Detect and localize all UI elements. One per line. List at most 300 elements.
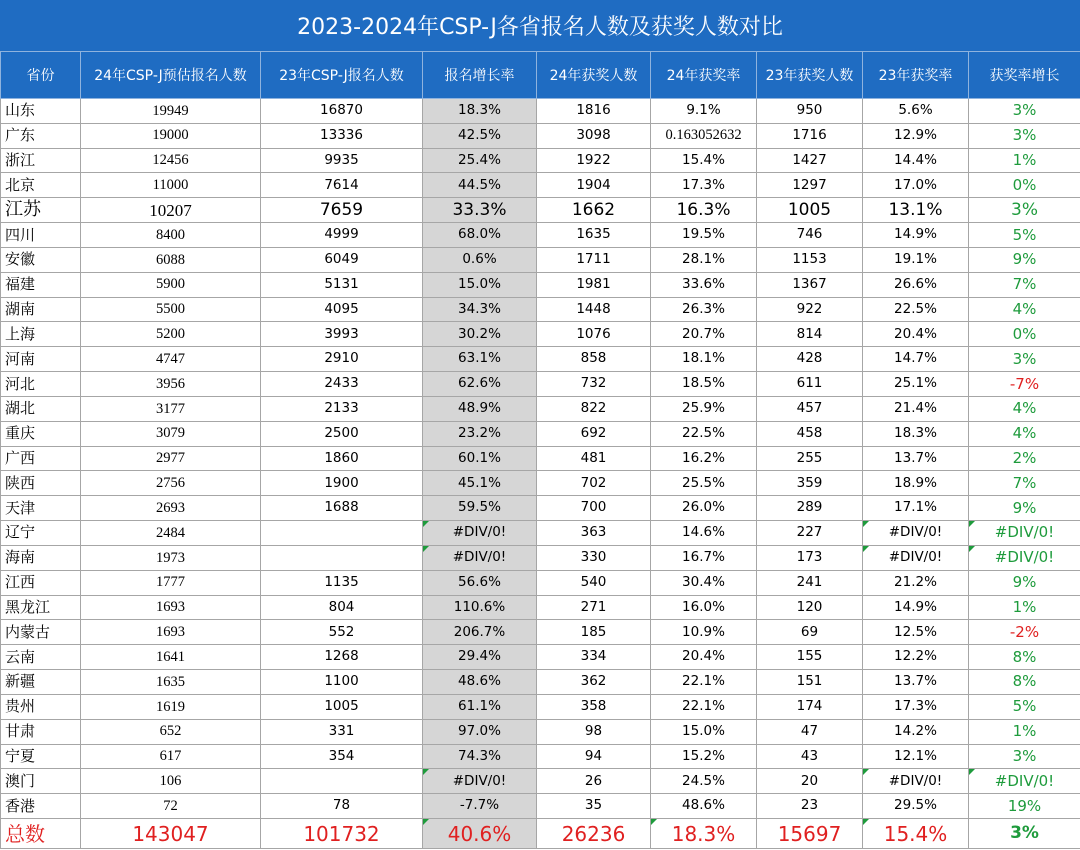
- cell-province[interactable]: 北京: [1, 173, 81, 198]
- cell-registrants-23[interactable]: 6049: [261, 247, 423, 272]
- cell-registration-growth[interactable]: 97.0%: [423, 719, 537, 744]
- cell-registrants-24[interactable]: 3956: [81, 372, 261, 397]
- cell-registration-growth[interactable]: 25.4%: [423, 148, 537, 173]
- cell-registrants-23[interactable]: 13336: [261, 123, 423, 148]
- cell-award-rate-growth[interactable]: 3%: [969, 819, 1080, 849]
- cell-award-rate-23[interactable]: 12.5%: [863, 620, 969, 645]
- cell-award-rate-24[interactable]: 33.6%: [651, 272, 757, 297]
- cell-registration-growth[interactable]: 29.4%: [423, 645, 537, 670]
- cell-province[interactable]: 浙江: [1, 148, 81, 173]
- cell-award-rate-24[interactable]: 22.1%: [651, 670, 757, 695]
- cell-award-rate-24[interactable]: 16.7%: [651, 545, 757, 570]
- cell-winners-23[interactable]: 1297: [757, 173, 863, 198]
- cell-winners-24[interactable]: 334: [537, 645, 651, 670]
- cell-award-rate-23[interactable]: 25.1%: [863, 372, 969, 397]
- cell-registrants-23[interactable]: 804: [261, 595, 423, 620]
- header-award-rate-growth[interactable]: 获奖率增长: [969, 52, 1080, 99]
- header-23-winners[interactable]: 23年获奖人数: [757, 52, 863, 99]
- cell-registrants-23[interactable]: 2133: [261, 396, 423, 421]
- table-row: [1, 99, 1080, 124]
- cell-award-rate-23[interactable]: 12.9%: [863, 123, 969, 148]
- cell-province[interactable]: 宁夏: [1, 744, 81, 769]
- cell-winners-24[interactable]: 822: [537, 396, 651, 421]
- cell-registrants-23[interactable]: [261, 545, 423, 570]
- cell-award-rate-24[interactable]: 16.2%: [651, 446, 757, 471]
- table-row: [1, 372, 1080, 397]
- cell-registrants-23[interactable]: 552: [261, 620, 423, 645]
- cell-award-rate-23[interactable]: 14.9%: [863, 223, 969, 248]
- cell-registrants-24[interactable]: 1693: [81, 595, 261, 620]
- cell-registrants-24[interactable]: 5900: [81, 272, 261, 297]
- cell-award-rate-growth[interactable]: #DIV/0!: [969, 545, 1080, 570]
- cell-award-rate-23[interactable]: 13.7%: [863, 446, 969, 471]
- cell-award-rate-23[interactable]: 12.1%: [863, 744, 969, 769]
- cell-award-rate-growth[interactable]: 9%: [969, 247, 1080, 272]
- cell-province[interactable]: 广东: [1, 123, 81, 148]
- cell-winners-24[interactable]: 702: [537, 471, 651, 496]
- table-row: [1, 521, 1080, 546]
- table-row: [1, 297, 1080, 322]
- cell-award-rate-23[interactable]: 13.1%: [863, 198, 969, 223]
- cell-registrants-23[interactable]: 1005: [261, 694, 423, 719]
- cell-award-rate-24[interactable]: 18.3%: [651, 819, 757, 849]
- header-24-award-rate[interactable]: 24年获奖率: [651, 52, 757, 99]
- cell-province[interactable]: 甘肃: [1, 719, 81, 744]
- cell-winners-24[interactable]: 481: [537, 446, 651, 471]
- cell-province[interactable]: 江西: [1, 570, 81, 595]
- cell-registration-growth[interactable]: 40.6%: [423, 819, 537, 849]
- cell-winners-24[interactable]: 1635: [537, 223, 651, 248]
- table-row: [1, 446, 1080, 471]
- cell-registration-growth[interactable]: 33.3%: [423, 198, 537, 223]
- cell-winners-24[interactable]: 1448: [537, 297, 651, 322]
- cell-winners-23[interactable]: 814: [757, 322, 863, 347]
- cell-award-rate-23[interactable]: 18.3%: [863, 421, 969, 446]
- cell-winners-24[interactable]: 98: [537, 719, 651, 744]
- cell-award-rate-24[interactable]: 15.0%: [651, 719, 757, 744]
- cell-award-rate-23[interactable]: 20.4%: [863, 322, 969, 347]
- table-row: [1, 645, 1080, 670]
- cell-registrants-23[interactable]: 1100: [261, 670, 423, 695]
- cell-winners-23[interactable]: 428: [757, 347, 863, 372]
- cell-registration-growth[interactable]: 68.0%: [423, 223, 537, 248]
- cell-award-rate-growth[interactable]: 4%: [969, 297, 1080, 322]
- cell-award-rate-23[interactable]: 15.4%: [863, 819, 969, 849]
- cell-award-rate-growth[interactable]: 1%: [969, 719, 1080, 744]
- cell-province[interactable]: 贵州: [1, 694, 81, 719]
- cell-registrants-24[interactable]: 617: [81, 744, 261, 769]
- cell-province[interactable]: 江苏: [1, 198, 81, 223]
- cell-winners-24[interactable]: 700: [537, 496, 651, 521]
- cell-award-rate-growth[interactable]: 0%: [969, 173, 1080, 198]
- cell-registrants-24[interactable]: 2977: [81, 446, 261, 471]
- cell-registrants-24[interactable]: 2756: [81, 471, 261, 496]
- cell-award-rate-growth[interactable]: 3%: [969, 347, 1080, 372]
- cell-winners-24[interactable]: 540: [537, 570, 651, 595]
- table-row: [1, 570, 1080, 595]
- cell-award-rate-24[interactable]: 19.5%: [651, 223, 757, 248]
- header-23-registrants[interactable]: 23年CSP-J报名人数: [261, 52, 423, 99]
- cell-registrants-24[interactable]: 3177: [81, 396, 261, 421]
- cell-registrants-24[interactable]: 12456: [81, 148, 261, 173]
- cell-winners-23[interactable]: 227: [757, 521, 863, 546]
- cell-province[interactable]: 河南: [1, 347, 81, 372]
- cell-winners-23[interactable]: 457: [757, 396, 863, 421]
- cell-winners-23[interactable]: 151: [757, 670, 863, 695]
- cell-registrants-23[interactable]: 9935: [261, 148, 423, 173]
- cell-province[interactable]: 四川: [1, 223, 81, 248]
- cell-award-rate-24[interactable]: 20.7%: [651, 322, 757, 347]
- cell-winners-24[interactable]: 330: [537, 545, 651, 570]
- cell-registrants-24[interactable]: 11000: [81, 173, 261, 198]
- header-registration-growth[interactable]: 报名增长率: [423, 52, 537, 99]
- cell-award-rate-23[interactable]: 14.2%: [863, 719, 969, 744]
- cell-award-rate-23[interactable]: 14.7%: [863, 347, 969, 372]
- cell-award-rate-growth[interactable]: #DIV/0!: [969, 521, 1080, 546]
- cell-award-rate-growth[interactable]: 3%: [969, 198, 1080, 223]
- cell-registrants-24[interactable]: 72: [81, 794, 261, 819]
- cell-registrants-23[interactable]: 5131: [261, 272, 423, 297]
- cell-award-rate-23[interactable]: 5.6%: [863, 99, 969, 124]
- cell-winners-24[interactable]: 692: [537, 421, 651, 446]
- cell-winners-24[interactable]: 35: [537, 794, 651, 819]
- cell-award-rate-24[interactable]: 10.9%: [651, 620, 757, 645]
- cell-winners-23[interactable]: 746: [757, 223, 863, 248]
- cell-winners-24[interactable]: 732: [537, 372, 651, 397]
- cell-registration-growth[interactable]: #DIV/0!: [423, 545, 537, 570]
- cell-registration-growth[interactable]: 74.3%: [423, 744, 537, 769]
- cell-winners-24[interactable]: 363: [537, 521, 651, 546]
- table-row: [1, 471, 1080, 496]
- cell-award-rate-23[interactable]: 12.2%: [863, 645, 969, 670]
- cell-registration-growth[interactable]: 48.6%: [423, 670, 537, 695]
- cell-award-rate-23[interactable]: 19.1%: [863, 247, 969, 272]
- cell-province[interactable]: 内蒙古: [1, 620, 81, 645]
- cell-winners-24[interactable]: 271: [537, 595, 651, 620]
- cell-award-rate-24[interactable]: 17.3%: [651, 173, 757, 198]
- cell-award-rate-growth[interactable]: 0%: [969, 322, 1080, 347]
- header-23-award-rate[interactable]: 23年获奖率: [863, 52, 969, 99]
- cell-registrants-24[interactable]: 1973: [81, 545, 261, 570]
- cell-province[interactable]: 澳门: [1, 769, 81, 794]
- cell-registrants-23[interactable]: 2910: [261, 347, 423, 372]
- cell-winners-23[interactable]: 922: [757, 297, 863, 322]
- cell-registrants-24[interactable]: 5500: [81, 297, 261, 322]
- cell-registrants-23[interactable]: 2433: [261, 372, 423, 397]
- cell-registration-growth[interactable]: 61.1%: [423, 694, 537, 719]
- cell-winners-23[interactable]: 1367: [757, 272, 863, 297]
- cell-registrants-23[interactable]: 4095: [261, 297, 423, 322]
- cell-registrants-24[interactable]: 2484: [81, 521, 261, 546]
- cell-winners-23[interactable]: 173: [757, 545, 863, 570]
- cell-award-rate-23[interactable]: 13.7%: [863, 670, 969, 695]
- cell-award-rate-23[interactable]: 17.3%: [863, 694, 969, 719]
- cell-winners-24[interactable]: 358: [537, 694, 651, 719]
- cell-registration-growth[interactable]: 34.3%: [423, 297, 537, 322]
- cell-winners-24[interactable]: 1904: [537, 173, 651, 198]
- cell-province[interactable]: 上海: [1, 322, 81, 347]
- table-row: [1, 173, 1080, 198]
- cell-registration-growth[interactable]: 0.6%: [423, 247, 537, 272]
- cell-registration-growth[interactable]: 23.2%: [423, 421, 537, 446]
- cell-province[interactable]: 陕西: [1, 471, 81, 496]
- header-24-registrants[interactable]: 24年CSP-J预估报名人数: [81, 52, 261, 99]
- cell-award-rate-24[interactable]: 15.4%: [651, 148, 757, 173]
- cell-award-rate-growth[interactable]: 7%: [969, 272, 1080, 297]
- header-24-winners[interactable]: 24年获奖人数: [537, 52, 651, 99]
- cell-registration-growth[interactable]: 18.3%: [423, 99, 537, 124]
- cell-winners-24[interactable]: 26236: [537, 819, 651, 849]
- cell-registrants-23[interactable]: [261, 769, 423, 794]
- table-row: [1, 396, 1080, 421]
- cell-winners-23[interactable]: 15697: [757, 819, 863, 849]
- cell-registrants-24[interactable]: 1641: [81, 645, 261, 670]
- cell-winners-23[interactable]: 155: [757, 645, 863, 670]
- cell-registrants-24[interactable]: 19949: [81, 99, 261, 124]
- cell-award-rate-23[interactable]: 26.6%: [863, 272, 969, 297]
- cell-province[interactable]: 河北: [1, 372, 81, 397]
- cell-registrants-24[interactable]: 2693: [81, 496, 261, 521]
- cell-award-rate-growth[interactable]: 3%: [969, 99, 1080, 124]
- cell-winners-23[interactable]: 255: [757, 446, 863, 471]
- cell-registration-growth[interactable]: #DIV/0!: [423, 521, 537, 546]
- cell-registrants-23[interactable]: 4999: [261, 223, 423, 248]
- cell-award-rate-growth[interactable]: 4%: [969, 421, 1080, 446]
- cell-registrants-24[interactable]: 1693: [81, 620, 261, 645]
- cell-winners-23[interactable]: 1427: [757, 148, 863, 173]
- cell-winners-23[interactable]: 1716: [757, 123, 863, 148]
- cell-registrants-24[interactable]: 6088: [81, 247, 261, 272]
- cell-registration-growth[interactable]: 48.9%: [423, 396, 537, 421]
- cell-winners-23[interactable]: 1153: [757, 247, 863, 272]
- cell-award-rate-23[interactable]: 21.2%: [863, 570, 969, 595]
- cell-registrants-23[interactable]: 1900: [261, 471, 423, 496]
- table-row: [1, 198, 1080, 223]
- cell-registration-growth[interactable]: 44.5%: [423, 173, 537, 198]
- cell-award-rate-23[interactable]: #DIV/0!: [863, 545, 969, 570]
- cell-registration-growth[interactable]: 59.5%: [423, 496, 537, 521]
- cell-registrants-24[interactable]: 143047: [81, 819, 261, 849]
- cell-winners-24[interactable]: 1076: [537, 322, 651, 347]
- cell-province[interactable]: 湖北: [1, 396, 81, 421]
- cell-winners-24[interactable]: 1922: [537, 148, 651, 173]
- cell-province[interactable]: 广西: [1, 446, 81, 471]
- cell-registration-growth[interactable]: 60.1%: [423, 446, 537, 471]
- cell-province[interactable]: 海南: [1, 545, 81, 570]
- cell-province[interactable]: 新疆: [1, 670, 81, 695]
- cell-registrants-23[interactable]: 1860: [261, 446, 423, 471]
- cell-winners-23[interactable]: 950: [757, 99, 863, 124]
- cell-winners-23[interactable]: 1005: [757, 198, 863, 223]
- cell-winners-23[interactable]: 458: [757, 421, 863, 446]
- cell-award-rate-24[interactable]: 16.3%: [651, 198, 757, 223]
- cell-province[interactable]: 辽宁: [1, 521, 81, 546]
- table-row: [1, 595, 1080, 620]
- cell-award-rate-growth[interactable]: 1%: [969, 595, 1080, 620]
- cell-award-rate-24[interactable]: 18.1%: [651, 347, 757, 372]
- cell-award-rate-growth[interactable]: 8%: [969, 645, 1080, 670]
- cell-registrants-24[interactable]: 4747: [81, 347, 261, 372]
- cell-registrants-24[interactable]: 19000: [81, 123, 261, 148]
- cell-award-rate-growth[interactable]: #DIV/0!: [969, 769, 1080, 794]
- cell-winners-24[interactable]: 858: [537, 347, 651, 372]
- cell-winners-24[interactable]: 185: [537, 620, 651, 645]
- cell-winners-23[interactable]: 359: [757, 471, 863, 496]
- cell-winners-24[interactable]: 26: [537, 769, 651, 794]
- cell-registrants-24[interactable]: 5200: [81, 322, 261, 347]
- cell-award-rate-24[interactable]: 26.3%: [651, 297, 757, 322]
- cell-registrants-23[interactable]: 1135: [261, 570, 423, 595]
- cell-award-rate-23[interactable]: 14.4%: [863, 148, 969, 173]
- cell-award-rate-23[interactable]: #DIV/0!: [863, 769, 969, 794]
- cell-winners-23[interactable]: 20: [757, 769, 863, 794]
- cell-award-rate-growth[interactable]: 7%: [969, 471, 1080, 496]
- cell-registration-growth[interactable]: 15.0%: [423, 272, 537, 297]
- cell-winners-23[interactable]: 69: [757, 620, 863, 645]
- table-row: [1, 247, 1080, 272]
- cell-registrants-23[interactable]: [261, 521, 423, 546]
- cell-award-rate-24[interactable]: 15.2%: [651, 744, 757, 769]
- cell-award-rate-growth[interactable]: 2%: [969, 446, 1080, 471]
- cell-winners-24[interactable]: 362: [537, 670, 651, 695]
- table-row: [1, 545, 1080, 570]
- cell-registration-growth[interactable]: 30.2%: [423, 322, 537, 347]
- cell-award-rate-24[interactable]: 18.5%: [651, 372, 757, 397]
- cell-province[interactable]: 山东: [1, 99, 81, 124]
- cell-registrants-24[interactable]: 1619: [81, 694, 261, 719]
- cell-award-rate-growth[interactable]: 4%: [969, 396, 1080, 421]
- header-row: [1, 52, 1080, 99]
- cell-registration-growth[interactable]: 110.6%: [423, 595, 537, 620]
- cell-province[interactable]: 云南: [1, 645, 81, 670]
- cell-award-rate-growth[interactable]: 1%: [969, 148, 1080, 173]
- cell-registrants-23[interactable]: 7659: [261, 198, 423, 223]
- cell-winners-24[interactable]: 94: [537, 744, 651, 769]
- cell-registrants-23[interactable]: 331: [261, 719, 423, 744]
- cell-award-rate-growth[interactable]: 8%: [969, 670, 1080, 695]
- table-row: [1, 272, 1080, 297]
- cell-award-rate-24[interactable]: 22.1%: [651, 694, 757, 719]
- cell-registrants-24[interactable]: 1635: [81, 670, 261, 695]
- cell-award-rate-growth[interactable]: 19%: [969, 794, 1080, 819]
- cell-winners-24[interactable]: 1816: [537, 99, 651, 124]
- cell-province[interactable]: 香港: [1, 794, 81, 819]
- cell-registrants-23[interactable]: 16870: [261, 99, 423, 124]
- cell-winners-24[interactable]: 3098: [537, 123, 651, 148]
- cell-award-rate-24[interactable]: 9.1%: [651, 99, 757, 124]
- cell-award-rate-growth[interactable]: 5%: [969, 694, 1080, 719]
- cell-award-rate-24[interactable]: 14.6%: [651, 521, 757, 546]
- cell-award-rate-growth[interactable]: 3%: [969, 744, 1080, 769]
- cell-award-rate-24[interactable]: 16.0%: [651, 595, 757, 620]
- cell-province[interactable]: 福建: [1, 272, 81, 297]
- cell-registrants-23[interactable]: 1268: [261, 645, 423, 670]
- cell-award-rate-23[interactable]: 18.9%: [863, 471, 969, 496]
- cell-province[interactable]: 安徽: [1, 247, 81, 272]
- cell-award-rate-24[interactable]: 26.0%: [651, 496, 757, 521]
- cell-registration-growth[interactable]: 63.1%: [423, 347, 537, 372]
- cell-registration-growth[interactable]: 56.6%: [423, 570, 537, 595]
- cell-award-rate-growth[interactable]: 9%: [969, 496, 1080, 521]
- cell-winners-24[interactable]: 1981: [537, 272, 651, 297]
- cell-province[interactable]: 总数: [1, 819, 81, 849]
- cell-registration-growth[interactable]: 42.5%: [423, 123, 537, 148]
- cell-registrants-23[interactable]: 101732: [261, 819, 423, 849]
- cell-registrants-23[interactable]: 78: [261, 794, 423, 819]
- cell-winners-23[interactable]: 611: [757, 372, 863, 397]
- cell-award-rate-24[interactable]: 25.5%: [651, 471, 757, 496]
- cell-registrants-24[interactable]: 106: [81, 769, 261, 794]
- cell-award-rate-24[interactable]: 20.4%: [651, 645, 757, 670]
- cell-award-rate-growth[interactable]: 3%: [969, 123, 1080, 148]
- cell-award-rate-growth[interactable]: -7%: [969, 372, 1080, 397]
- cell-award-rate-growth[interactable]: 9%: [969, 570, 1080, 595]
- cell-award-rate-23[interactable]: 22.5%: [863, 297, 969, 322]
- cell-award-rate-23[interactable]: 21.4%: [863, 396, 969, 421]
- cell-award-rate-24[interactable]: 0.163052632: [651, 123, 757, 148]
- cell-registrants-24[interactable]: 652: [81, 719, 261, 744]
- cell-registrants-23[interactable]: 2500: [261, 421, 423, 446]
- cell-registration-growth[interactable]: #DIV/0!: [423, 769, 537, 794]
- cell-registrants-23[interactable]: 354: [261, 744, 423, 769]
- cell-registration-growth[interactable]: -7.7%: [423, 794, 537, 819]
- cell-award-rate-24[interactable]: 22.5%: [651, 421, 757, 446]
- cell-registrants-23[interactable]: 1688: [261, 496, 423, 521]
- cell-winners-23[interactable]: 120: [757, 595, 863, 620]
- cell-award-rate-23[interactable]: 29.5%: [863, 794, 969, 819]
- table-row: [1, 421, 1080, 446]
- cell-award-rate-23[interactable]: 14.9%: [863, 595, 969, 620]
- header-province[interactable]: 省份: [1, 52, 81, 99]
- cell-winners-23[interactable]: 174: [757, 694, 863, 719]
- table-row: [1, 744, 1080, 769]
- cell-winners-23[interactable]: 23: [757, 794, 863, 819]
- cell-award-rate-growth[interactable]: -2%: [969, 620, 1080, 645]
- cell-award-rate-23[interactable]: 17.1%: [863, 496, 969, 521]
- cell-award-rate-24[interactable]: 24.5%: [651, 769, 757, 794]
- cell-award-rate-24[interactable]: 30.4%: [651, 570, 757, 595]
- cell-award-rate-24[interactable]: 25.9%: [651, 396, 757, 421]
- cell-winners-23[interactable]: 43: [757, 744, 863, 769]
- cell-award-rate-growth[interactable]: 5%: [969, 223, 1080, 248]
- cell-registrants-24[interactable]: 8400: [81, 223, 261, 248]
- cell-registration-growth[interactable]: 45.1%: [423, 471, 537, 496]
- cell-award-rate-23[interactable]: 17.0%: [863, 173, 969, 198]
- cell-winners-23[interactable]: 241: [757, 570, 863, 595]
- cell-award-rate-24[interactable]: 48.6%: [651, 794, 757, 819]
- table-row: [1, 322, 1080, 347]
- cell-province[interactable]: 湖南: [1, 297, 81, 322]
- cell-province[interactable]: 天津: [1, 496, 81, 521]
- cell-winners-24[interactable]: 1711: [537, 247, 651, 272]
- cell-winners-23[interactable]: 289: [757, 496, 863, 521]
- cell-registrants-24[interactable]: 10207: [81, 198, 261, 223]
- cell-winners-24[interactable]: 1662: [537, 198, 651, 223]
- cell-award-rate-24[interactable]: 28.1%: [651, 247, 757, 272]
- table-row: [1, 670, 1080, 695]
- table-row: [1, 223, 1080, 248]
- cell-registration-growth[interactable]: 206.7%: [423, 620, 537, 645]
- cell-registration-growth[interactable]: 62.6%: [423, 372, 537, 397]
- cell-winners-23[interactable]: 47: [757, 719, 863, 744]
- cell-award-rate-23[interactable]: #DIV/0!: [863, 521, 969, 546]
- cell-registrants-24[interactable]: 3079: [81, 421, 261, 446]
- cell-registrants-24[interactable]: 1777: [81, 570, 261, 595]
- cell-province[interactable]: 重庆: [1, 421, 81, 446]
- cell-registrants-23[interactable]: 7614: [261, 173, 423, 198]
- cell-province[interactable]: 黑龙江: [1, 595, 81, 620]
- cell-registrants-23[interactable]: 3993: [261, 322, 423, 347]
